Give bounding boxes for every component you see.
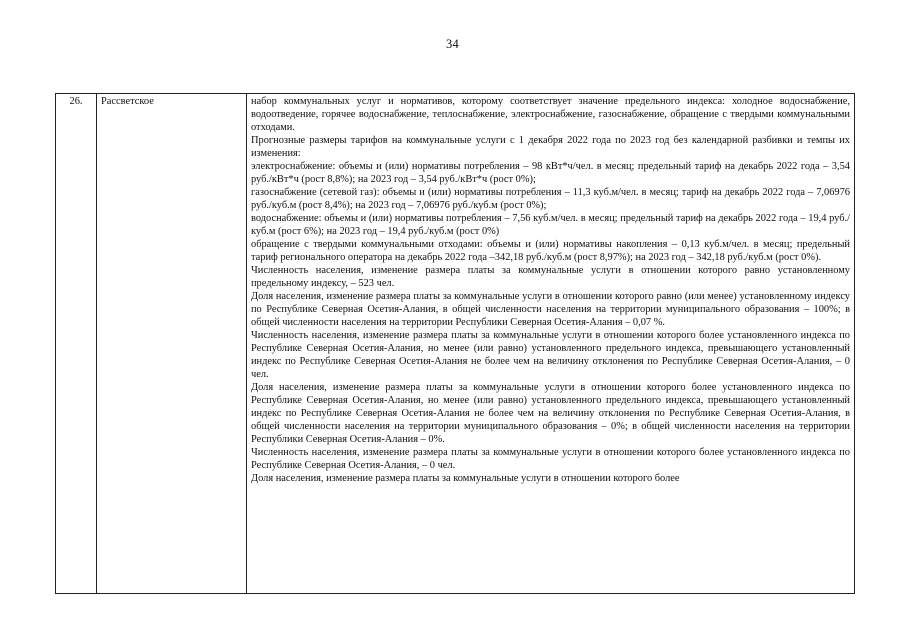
paragraph-population-within-deviation: Численность населения, изменение размера платы за коммунальные услуги в отношении которого более установленного индекса по Республике Северная Осетия-Алания, но менее (или равно) установленного предельного индекса, превышающего установленный индекс по Республике Северная Осетия-Алания не более чем на величину отклонения по Республике Северная Осетия-Алания, – 0 чел. xyxy=(251,330,850,380)
paragraph-share-within-deviation: Доля населения, изменение размера платы за коммунальные услуги в отношении которого более установленного индекса по Республике Северная Осетия-Алания, но менее (или равно) установленного предельного индекса, превышающего установленный индекс по Республике Северная Осетия-Алания не более чем на величину отклонения по Республике Северная Осетия-Алания, в общей численности населения на территории муниципального образования – 0%; в общей численности населения на территории Республики Северная Осетия-Алания – 0%. xyxy=(251,382,850,445)
paragraph-service-set: набор коммунальных услуг и нормативов, которому соответствует значение предельного индекса: холодное водоснабжение, водоотведение, горячее водоснабжение, теплоснабжение, электроснабжение, газоснабжение, обращение с твердыми коммунальными отходами. xyxy=(251,96,850,133)
paragraph-share-above: Доля населения, изменение размера платы за коммунальные услуги в отношении которого более xyxy=(251,473,680,484)
table-row xyxy=(56,94,855,594)
paragraph-population-equal: Численность населения, изменение размера платы за коммунальные услуги в отношении которого равно установленному предельному индексу, – 523 чел. xyxy=(251,265,850,289)
row-content xyxy=(247,94,855,594)
page-number: 34 xyxy=(446,37,459,51)
paragraph-gas: газоснабжение (сетевой газ): объемы и (или) нормативы потребления – 11,3 куб.м/чел. в месяц; тариф на декабрь 2022 года – 7,06976 руб./куб.м (рост 8,4%); на 2023 год – 7,06976 руб./куб.м (рост 0%); xyxy=(251,187,850,211)
paragraph-share-equal: Доля населения, изменение размера платы за коммунальные услуги в отношении которого равно (или менее) установленному индексу по Республике Северная Осетия-Алания, в общей численности населения на территории муниципального образования – 100%; в общей численности населения на территории Республики Северная Осетия-Алания – 0,07 %. xyxy=(251,291,850,328)
tariff-table xyxy=(55,93,855,594)
paragraph-water: водоснабжение: объемы и (или) нормативы потребления – 7,56 куб.м/чел. в месяц; предельный тариф на декабрь 2022 года – 19,4 руб./куб.м (рост 6%); на 2023 год – 19,4 руб./куб.м (рост 0%) xyxy=(251,213,850,237)
paragraph-forecast-heading: Прогнозные размеры тарифов на коммунальные услуги с 1 декабря 2022 года по 2023 год без календарной разбивки и темпы их изменения: xyxy=(251,135,850,159)
paragraph-population-above: Численность населения, изменение размера платы за коммунальные услуги в отношении которого более установленного индекса по Республике Северная Осетия-Алания, – 0 чел. xyxy=(251,447,850,471)
row-number: 26. xyxy=(56,94,97,594)
paragraph-waste: обращение с твердыми коммунальными отходами: объемы и (или) нормативы накопления – 0,13 куб.м/чел. в месяц; предельный тариф регионального оператора на декабрь 2022 года –342,18 руб./куб.м (рост 8,97%); на 2023 год – 342,18 руб./куб.м (рост 0%). xyxy=(251,239,850,263)
settlement-name: Рассветское xyxy=(97,94,247,594)
paragraph-electricity: электроснабжение: объемы и (или) нормативы потребления – 98 кВт*ч/чел. в месяц; предельный тариф на декабрь 2022 года – 3,54 руб./кВт*ч (рост 8,8%); на 2023 год – 3,54 руб./кВт*ч (рост 0%); xyxy=(251,161,850,185)
